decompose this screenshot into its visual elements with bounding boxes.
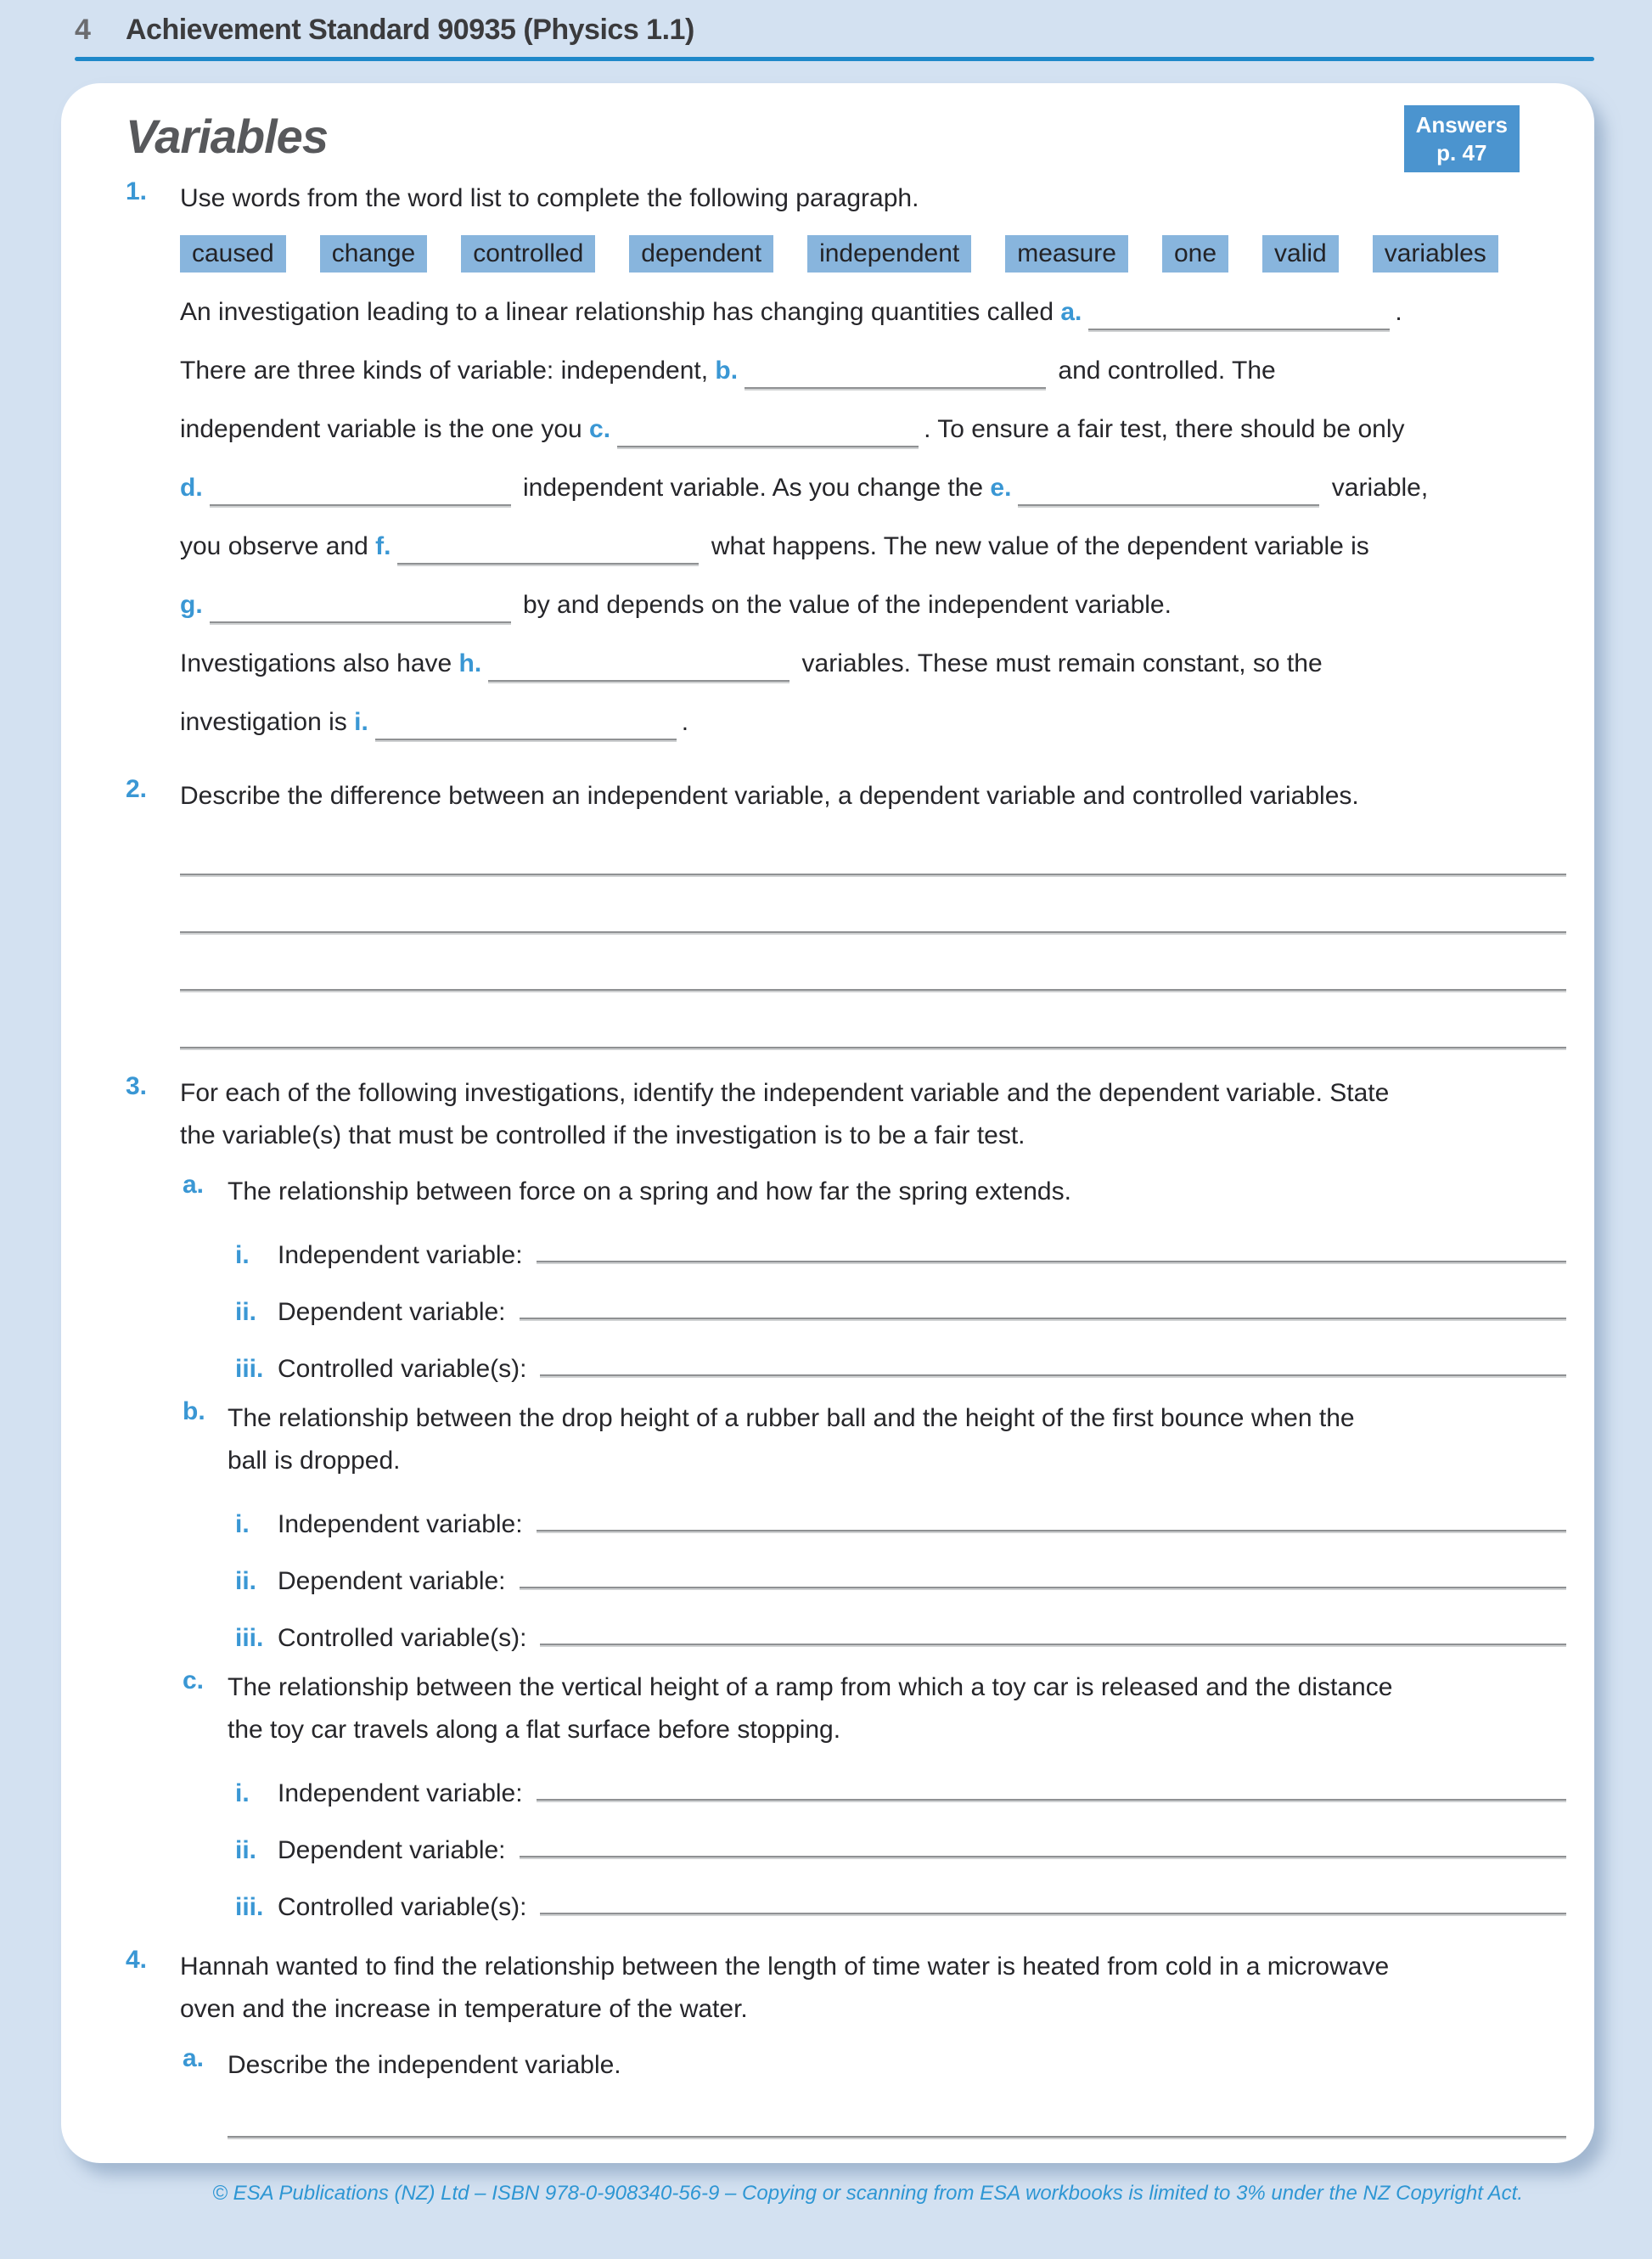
question-1-row <box>126 177 1566 220</box>
word-list <box>180 235 1566 273</box>
answers-page-badge <box>1404 105 1520 172</box>
fill-in-line <box>180 458 1566 517</box>
sub-question-row <box>183 2044 1566 2087</box>
question-text-line: Describe the independent variable. <box>228 2051 621 2079</box>
question-3-sub-questions <box>126 1171 1566 1922</box>
word-list-item: controlled <box>461 235 595 273</box>
field-numeral: i. <box>235 1779 250 1807</box>
question-2 <box>126 775 1566 1048</box>
answer-field <box>235 1510 1566 1539</box>
question-text <box>180 1946 1566 2031</box>
question-text-line: For each of the following investigations, identify the independent variable and the dependent variable. State <box>180 1079 1390 1107</box>
word-list-item: caused <box>180 235 286 273</box>
question-text: Use words from the word list to complete the following paragraph. <box>180 184 919 212</box>
answer-blank <box>1018 465 1319 506</box>
field-numeral: iii. <box>235 1624 264 1652</box>
paragraph-text: An investigation leading to a linear relationship has changing quantities called <box>180 298 1061 326</box>
answer-field <box>235 1893 1566 1922</box>
field-label: Independent variable: <box>278 1779 523 1807</box>
question-text-line: The relationship between the vertical height of a ramp from which a toy car is released and the distance <box>228 1673 1393 1701</box>
answer-blank <box>210 465 511 506</box>
paragraph-text: independent variable is the one you <box>180 415 590 443</box>
question-number: 3. <box>126 1072 148 1100</box>
fill-in-line <box>180 400 1566 458</box>
worksheet-title: Variables <box>126 110 328 163</box>
question-text-line: The relationship between the drop height of a rubber ball and the height of the first bounce when the <box>228 1404 1355 1432</box>
blank-label: f. <box>375 532 391 560</box>
answer-lines <box>228 2136 1566 2138</box>
field-label: Controlled variable(s): <box>278 1893 527 1921</box>
page-header <box>0 0 1652 61</box>
answer-line <box>537 1799 1566 1801</box>
paragraph-text: independent variable. As you change the <box>515 474 991 502</box>
answer-lines <box>180 874 1566 1048</box>
answer-field <box>235 1624 1566 1653</box>
sub-question-text <box>228 1666 1566 1751</box>
question-number: 2. <box>126 775 148 803</box>
header-divider <box>75 57 1594 61</box>
answer-line <box>180 989 1566 991</box>
question-text-line: oven and the increase in temperature of the water. <box>180 1995 748 2023</box>
sub-question-text <box>228 1397 1566 1482</box>
fill-in-line <box>180 693 1566 751</box>
blank-label: b. <box>715 357 739 385</box>
question-4-row <box>126 1946 1566 2031</box>
question-text-line: The relationship between force on a spring and how far the spring extends. <box>228 1177 1071 1205</box>
question-number: 4. <box>126 1946 148 1974</box>
paragraph-text: and controlled. The <box>1051 357 1276 385</box>
sub-question-letter: b. <box>183 1397 205 1425</box>
sub-question-letter: a. <box>183 2044 205 2072</box>
sub-question <box>183 1666 1566 1922</box>
answer-line <box>180 931 1566 933</box>
word-list-item: independent <box>807 235 971 273</box>
paragraph-text: investigation is <box>180 708 355 736</box>
answer-line <box>180 1047 1566 1048</box>
paragraph-text: Investigations also have <box>180 649 459 677</box>
answer-blank <box>617 407 919 447</box>
word-list-item: dependent <box>629 235 773 273</box>
word-list-item: valid <box>1262 235 1339 273</box>
standard-title: Achievement Standard 90935 (Physics 1.1) <box>126 14 694 46</box>
field-label: Controlled variable(s): <box>278 1355 527 1383</box>
paragraph-text: variables. These must remain constant, so the <box>795 649 1323 677</box>
answer-line <box>540 1913 1566 1914</box>
header-row <box>75 14 1594 47</box>
field-label: Independent variable: <box>278 1510 523 1538</box>
answer-line <box>537 1261 1566 1262</box>
answer-blank <box>210 582 511 623</box>
field-label: Dependent variable: <box>278 1836 506 1864</box>
answer-blank <box>1088 289 1390 330</box>
worksheet-card <box>61 83 1594 2163</box>
answer-line <box>228 2136 1566 2138</box>
answer-blank <box>488 641 789 682</box>
fill-in-paragraph <box>180 283 1566 751</box>
sub-question-row <box>183 1666 1566 1751</box>
answer-field <box>235 1298 1566 1327</box>
fill-in-line <box>180 283 1566 341</box>
word-list-item: change <box>320 235 427 273</box>
sub-question-letter: a. <box>183 1171 205 1199</box>
question-text: Describe the difference between an independent variable, a dependent variable and controlled variables. <box>180 782 1359 810</box>
answers-badge-line1: Answers <box>1415 112 1508 138</box>
blank-label: a. <box>1060 298 1082 326</box>
sub-question-row <box>183 1171 1566 1213</box>
question-text-line: ball is dropped. <box>228 1447 401 1475</box>
paragraph-text: . To ensure a fair test, there should be only <box>924 415 1405 443</box>
answer-field <box>235 1355 1566 1384</box>
page-footer <box>0 2163 1652 2206</box>
answer-blank <box>397 524 699 565</box>
question-text <box>180 1072 1566 1157</box>
blank-label: i. <box>354 708 368 736</box>
question-number: 1. <box>126 177 148 205</box>
page-number: 4 <box>75 14 91 46</box>
sub-question <box>183 1397 1566 1653</box>
sub-question <box>183 1171 1566 1384</box>
sub-question-text <box>228 1171 1566 1213</box>
answer-line <box>520 1587 1566 1588</box>
paragraph-text: There are three kinds of variable: independent, <box>180 357 716 385</box>
question-text-line: the variable(s) that must be controlled if the investigation is to be a fair test. <box>180 1121 1025 1149</box>
answer-line <box>520 1318 1566 1319</box>
paragraph-text: by and depends on the value of the independent variable. <box>515 591 1172 619</box>
answer-field <box>235 1779 1566 1808</box>
answer-line <box>540 1644 1566 1645</box>
question-2-row <box>126 775 1566 818</box>
field-numeral: i. <box>235 1510 250 1538</box>
fill-in-line <box>180 517 1566 576</box>
word-list-item: one <box>1162 235 1228 273</box>
answer-line <box>537 1530 1566 1531</box>
fill-in-line <box>180 634 1566 693</box>
sub-question-text <box>228 2044 1566 2087</box>
question-3 <box>126 1072 1566 1922</box>
answer-line <box>520 1856 1566 1857</box>
paragraph-text: . <box>681 708 689 736</box>
question-4-sub-questions <box>126 2044 1566 2138</box>
blank-label: c. <box>589 415 611 443</box>
answer-field <box>235 1241 1566 1270</box>
paragraph-text: variable, <box>1324 474 1429 502</box>
field-numeral: i. <box>235 1241 250 1269</box>
answers-badge-line2: p. 47 <box>1436 139 1487 166</box>
card-head <box>126 104 1566 172</box>
sub-question <box>183 2044 1566 2138</box>
field-numeral: ii. <box>235 1298 257 1326</box>
field-numeral: iii. <box>235 1893 264 1921</box>
fill-in-line <box>180 576 1566 634</box>
answer-blank <box>375 700 677 740</box>
answer-line <box>540 1374 1566 1376</box>
blank-label: h. <box>458 649 482 677</box>
question-3-row <box>126 1072 1566 1157</box>
sub-question-row <box>183 1397 1566 1482</box>
field-label: Dependent variable: <box>278 1298 506 1326</box>
blank-label: e. <box>990 474 1012 502</box>
paragraph-text: you observe and <box>180 532 376 560</box>
question-text-line: Hannah wanted to find the relationship between the length of time water is heated from cold in a microwave <box>180 1953 1390 1981</box>
answer-line <box>180 874 1566 875</box>
blank-label: d. <box>180 474 203 502</box>
answer-field <box>235 1836 1566 1865</box>
sub-question-letter: c. <box>183 1666 205 1694</box>
answer-blank <box>745 348 1046 389</box>
answer-field <box>235 1567 1566 1596</box>
blank-label: g. <box>180 591 203 619</box>
field-label: Independent variable: <box>278 1241 523 1269</box>
field-numeral: iii. <box>235 1355 264 1383</box>
field-numeral: ii. <box>235 1836 257 1864</box>
field-numeral: ii. <box>235 1567 257 1595</box>
question-text-line: the toy car travels along a flat surface before stopping. <box>228 1716 841 1744</box>
question-1 <box>126 177 1566 751</box>
paragraph-text: what happens. The new value of the dependent variable is <box>704 532 1369 560</box>
paragraph-text: . <box>1395 298 1402 326</box>
field-label: Dependent variable: <box>278 1567 506 1595</box>
fill-in-line <box>180 341 1566 400</box>
word-list-item: variables <box>1373 235 1498 273</box>
question-4 <box>126 1946 1566 2138</box>
word-list-item: measure <box>1005 235 1128 273</box>
field-label: Controlled variable(s): <box>278 1624 527 1652</box>
copyright-text: © ESA Publications (NZ) Ltd – ISBN 978-0-908340-56-9 – Copying or scanning from ESA workbooks is limited to 3% under the NZ Copyright Act. <box>212 2182 1523 2205</box>
